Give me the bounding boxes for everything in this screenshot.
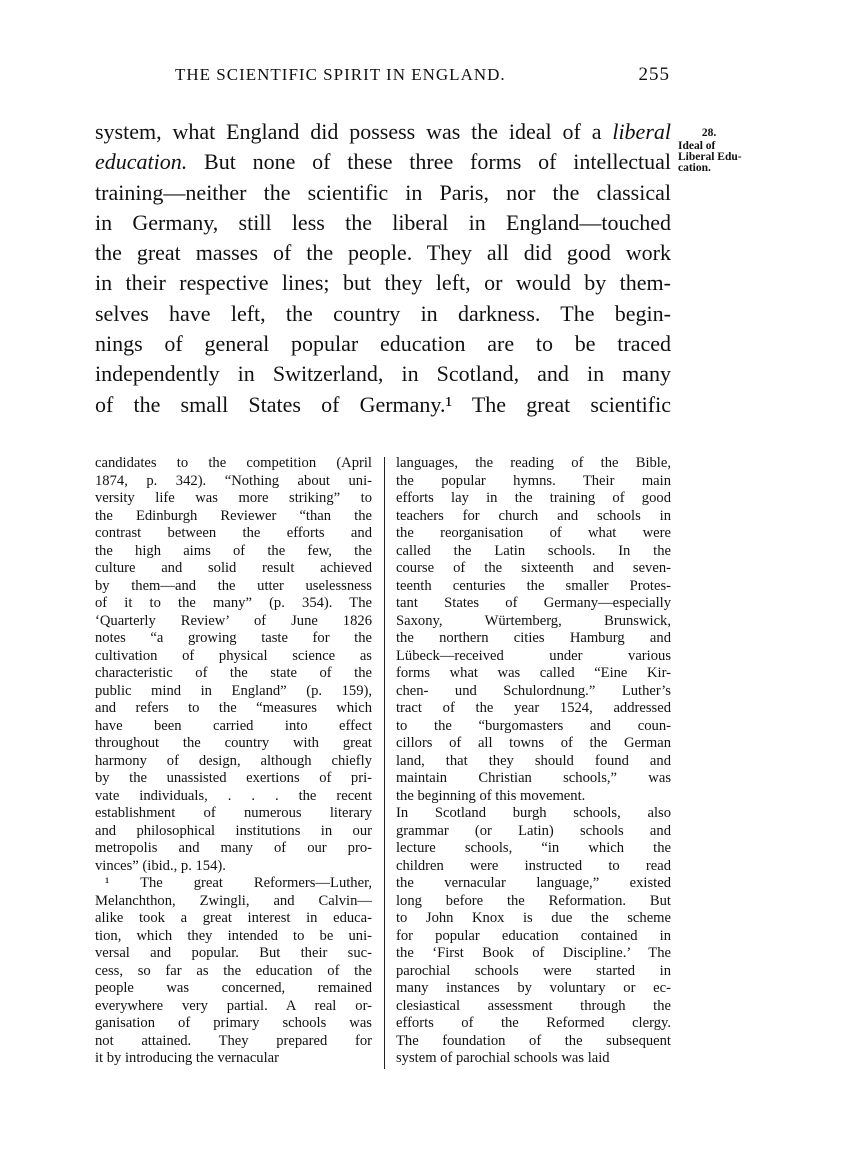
footnote-line: by them—and the utter uselessness	[95, 577, 372, 594]
footnote-line: candidates to the competition (April	[95, 455, 372, 471]
footnote-line: culture and solid result achieved	[95, 560, 372, 576]
footnote-line: teenth centuries the smaller Protes-	[396, 577, 671, 594]
main-line-0: system, what England did possess was the ideal of a liberal	[95, 119, 671, 144]
footnote-line: harmony of design, although chiefly	[95, 752, 372, 769]
footnote-line: and philosophical institutions in our	[95, 822, 372, 839]
footnote-line: cess, so far as the education of the	[95, 962, 372, 979]
footnote-line: throughout the country with great	[95, 735, 372, 751]
main-text-line: the great masses of the people. They all did good work	[95, 240, 671, 266]
margin-note-number: 28.	[701, 127, 717, 139]
footnote-line: forms what was called “Eine Kir-	[396, 665, 671, 681]
main-text-line: independently in Switzerland, in Scotland, and in many	[95, 361, 671, 387]
footnote-line: tract of the year 1524, addressed	[396, 700, 671, 716]
footnote-line: Saxony, Würtemberg, Brunswick,	[396, 612, 671, 629]
footnote-line: efforts of the Reformed clergy.	[396, 1015, 671, 1031]
footnote-line: the vernacular language,” existed	[396, 875, 671, 891]
footnotes	[95, 455, 671, 1075]
footnote-line: teachers for church and schools in	[396, 507, 671, 524]
footnote-line: contrast between the efforts and	[95, 525, 372, 541]
footnote-line: called the Latin schools. In the	[396, 542, 671, 559]
footnote-line: clesiastical assessment through the	[396, 997, 671, 1014]
footnote-line: cultivation of physical science as	[95, 647, 372, 664]
footnote-line: characteristic of the state of the	[95, 665, 372, 681]
main-text-line	[95, 147, 671, 177]
footnote-line: for popular education contained in	[396, 927, 671, 944]
footnote-line: have been carried into effect	[95, 717, 372, 734]
footnote-line: The foundation of the subsequent	[396, 1032, 671, 1049]
running-head-title: THE SCIENTIFIC SPIRIT IN ENGLAND.	[175, 65, 506, 84]
footnote-line: parochial schools were started in	[396, 962, 671, 979]
main-text	[95, 117, 671, 420]
footnote-line: public mind in England” (p. 159),	[95, 682, 372, 699]
emphasis-text: liberal	[612, 119, 671, 144]
footnote-line: metropolis and many of our pro-	[95, 840, 372, 856]
footnote-line: Melanchthon, Zwingli, and Calvin—	[95, 892, 372, 909]
footnote-line: course of the sixteenth and seven-	[396, 560, 671, 576]
footnote-line: the high aims of the few, the	[95, 542, 372, 559]
footnote-line: notes “a growing taste for the	[95, 630, 372, 646]
footnote-line: vate individuals, . . . the recent	[95, 787, 372, 804]
footnote-line: children were instructed to read	[396, 857, 671, 874]
footnote-line: ‘Quarterly Review’ of June 1826	[95, 612, 372, 629]
footnote-line: alike took a great interest in educa-	[95, 910, 372, 926]
footnote-line: maintain Christian schools,” was	[396, 770, 671, 786]
footnote-line: 1874, p. 342). “Nothing about uni-	[95, 472, 372, 489]
footnote-column-left	[95, 455, 372, 1068]
footnote-line: to John Knox is due the scheme	[396, 910, 671, 926]
footnote-line: people was concerned, remained	[95, 980, 372, 996]
margin-note-line: cation.	[678, 162, 711, 174]
margin-note-line: Ideal of	[678, 140, 716, 152]
footnote-line: everywhere very partial. A real or-	[95, 997, 372, 1014]
column-divider	[384, 457, 385, 1069]
footnote-line: land, that they should found and	[396, 752, 671, 769]
footnote-line: to the “burgomasters and coun-	[396, 717, 671, 734]
footnote-line: it by introducing the vernacular	[95, 1050, 279, 1066]
emphasis-text: education.	[95, 149, 188, 175]
page-number: 255	[638, 64, 670, 85]
footnote-line: vinces” (ibid., p. 154).	[95, 857, 226, 874]
main-line-1: education. But none of these three forms of intellectual	[95, 149, 671, 175]
footnote-line: the reorganisation of what were	[396, 525, 671, 541]
footnote-line: Lübeck—received under various	[396, 647, 671, 664]
footnote-line: the northern cities Hamburg and	[396, 630, 671, 646]
footnote-line: tant States of Germany—especially	[396, 595, 671, 611]
footnote-line: the beginning of this movement.	[396, 787, 586, 804]
footnote-line: system of parochial schools was laid	[396, 1050, 610, 1066]
footnote-line: versal and popular. But their suc-	[95, 945, 372, 961]
footnote-line: ganisation of primary schools was	[95, 1015, 372, 1031]
footnote-line: long before the Reformation. But	[396, 892, 671, 909]
main-text-line	[95, 117, 671, 147]
main-text-line: of the small States of Germany.¹ The great scientific	[95, 391, 671, 417]
footnote-line: versity life was more striking” to	[95, 490, 372, 506]
footnote-line: and refers to the “measures which	[95, 700, 372, 716]
footnote-column-right	[396, 455, 671, 1068]
main-text-line: in Germany, still less the liberal in England—touched	[95, 209, 671, 235]
footnote-line: by the unassisted exertions of pri-	[95, 770, 372, 786]
footnote-line: grammar (or Latin) schools and	[396, 822, 671, 839]
main-text-line: training—neither the scientific in Paris, nor the classical	[95, 179, 671, 205]
footnote-line: ¹ The great Reformers—Luther,	[105, 875, 372, 891]
footnote-line: the ‘First Book of Discipline.’ The	[396, 945, 671, 961]
footnote-line: efforts lay in the training of good	[396, 490, 671, 506]
footnote-line: cillors of all towns of the German	[396, 735, 671, 751]
footnote-line: not attained. They prepared for	[95, 1032, 372, 1049]
margin-note-line: Liberal Edu-	[678, 151, 742, 163]
footnote-line: In Scotland burgh schools, also	[396, 805, 671, 821]
footnote-line: of it to the many” (p. 354). The	[95, 595, 372, 611]
footnote-line: tion, which they intended to be uni-	[95, 927, 372, 944]
margin-note	[678, 128, 758, 174]
main-text-line: selves have left, the country in darkness. The begin-	[95, 300, 671, 326]
footnote-line: languages, the reading of the Bible,	[396, 455, 671, 471]
main-text-line: in their respective lines; but they left, or would by them-	[95, 270, 671, 296]
footnote-line: chen- und Schulordnung.” Luther’s	[396, 682, 671, 699]
footnote-line: the Edinburgh Reviewer “than the	[95, 507, 372, 524]
footnote-line: many instances by voluntary or ec-	[396, 980, 671, 996]
footnote-line: lecture schools, “in which the	[396, 840, 671, 856]
footnote-line: the popular hymns. Their main	[396, 472, 671, 489]
main-text-line: nings of general popular education are to be traced	[95, 331, 671, 357]
footnote-line: establishment of numerous literary	[95, 805, 372, 821]
running-head	[175, 64, 670, 88]
